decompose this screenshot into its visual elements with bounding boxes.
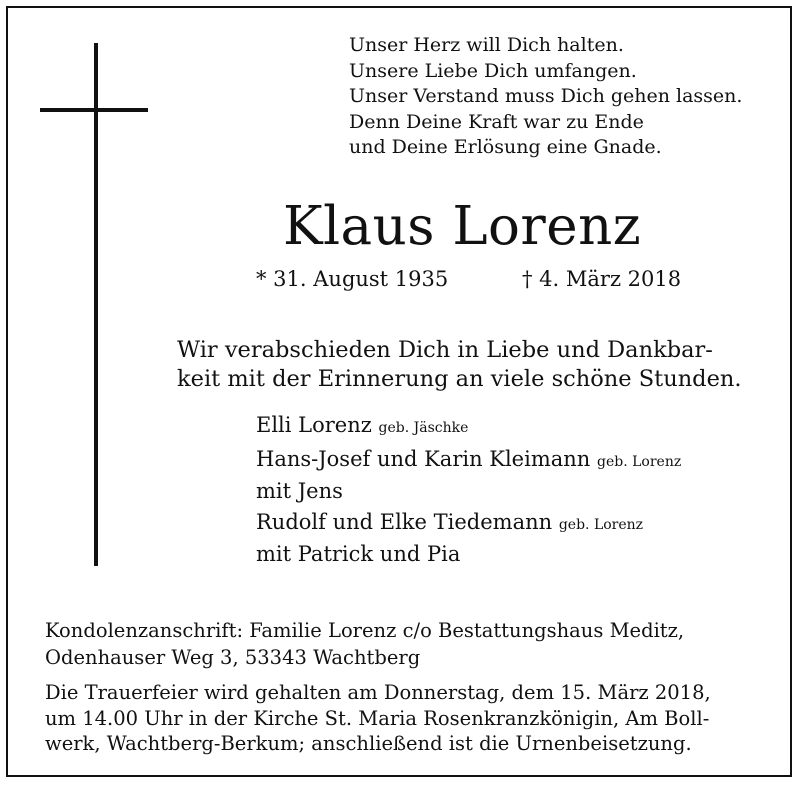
service-info (45, 680, 711, 757)
family-member-extra: mit Jens (256, 479, 343, 503)
family-member (256, 411, 681, 443)
family-member-note: geb. Lorenz (558, 517, 644, 533)
deceased-name: Klaus Lorenz (283, 196, 642, 257)
family-list (256, 411, 681, 569)
poem-line: Unser Herz will Dich halten. (349, 34, 624, 56)
family-member (256, 508, 681, 540)
family-member-name: Rudolf und Elke Tiedemann (256, 510, 553, 534)
farewell-text (177, 336, 757, 394)
condolence-address (45, 617, 684, 671)
family-member-name: Hans-Josef und Karin Kleimann (256, 447, 591, 471)
poem-line: und Deine Erlösung eine Gnade. (349, 136, 662, 158)
service-line: werk, Wachtberg-Berkum; anschließend ist die Urnenbeisetzung. (45, 732, 692, 755)
cross-vertical-beam (94, 43, 98, 566)
poem (349, 33, 742, 161)
poem-line: Unsere Liebe Dich umfangen. (349, 59, 637, 82)
death-date: † 4. März 2018 (522, 267, 682, 291)
farewell-line: Wir verabschieden Dich in Liebe und Dankbar- (177, 337, 713, 363)
family-member (256, 445, 681, 477)
farewell-line: keit mit der Erinnerung an viele schöne Stunden. (177, 366, 742, 392)
condolence-line: Kondolenzanschrift: Familie Lorenz c/o Bestattungshaus Meditz, (45, 619, 685, 642)
family-member-note: geb. Jäschke (378, 420, 469, 436)
condolence-line: Odenhauser Weg 3, 53343 Wachtberg (45, 646, 421, 669)
service-line: um 14.00 Uhr in der Kirche St. Maria Rosenkranzkönigin, Am Boll- (45, 706, 710, 730)
family-member-note: geb. Lorenz (597, 454, 682, 470)
family-member-name: Elli Lorenz (256, 413, 372, 437)
service-line: Die Trauerfeier wird gehalten am Donnerstag, dem 15. März 2018, (45, 681, 711, 704)
cross-horizontal-beam (40, 108, 148, 112)
poem-line: Unser Verstand muss Dich gehen lassen. (349, 85, 743, 107)
birth-date: * 31. August 1935 (256, 267, 449, 291)
poem-line: Denn Deine Kraft war zu Ende (349, 110, 644, 133)
family-member-extra: mit Patrick und Pia (256, 542, 461, 566)
